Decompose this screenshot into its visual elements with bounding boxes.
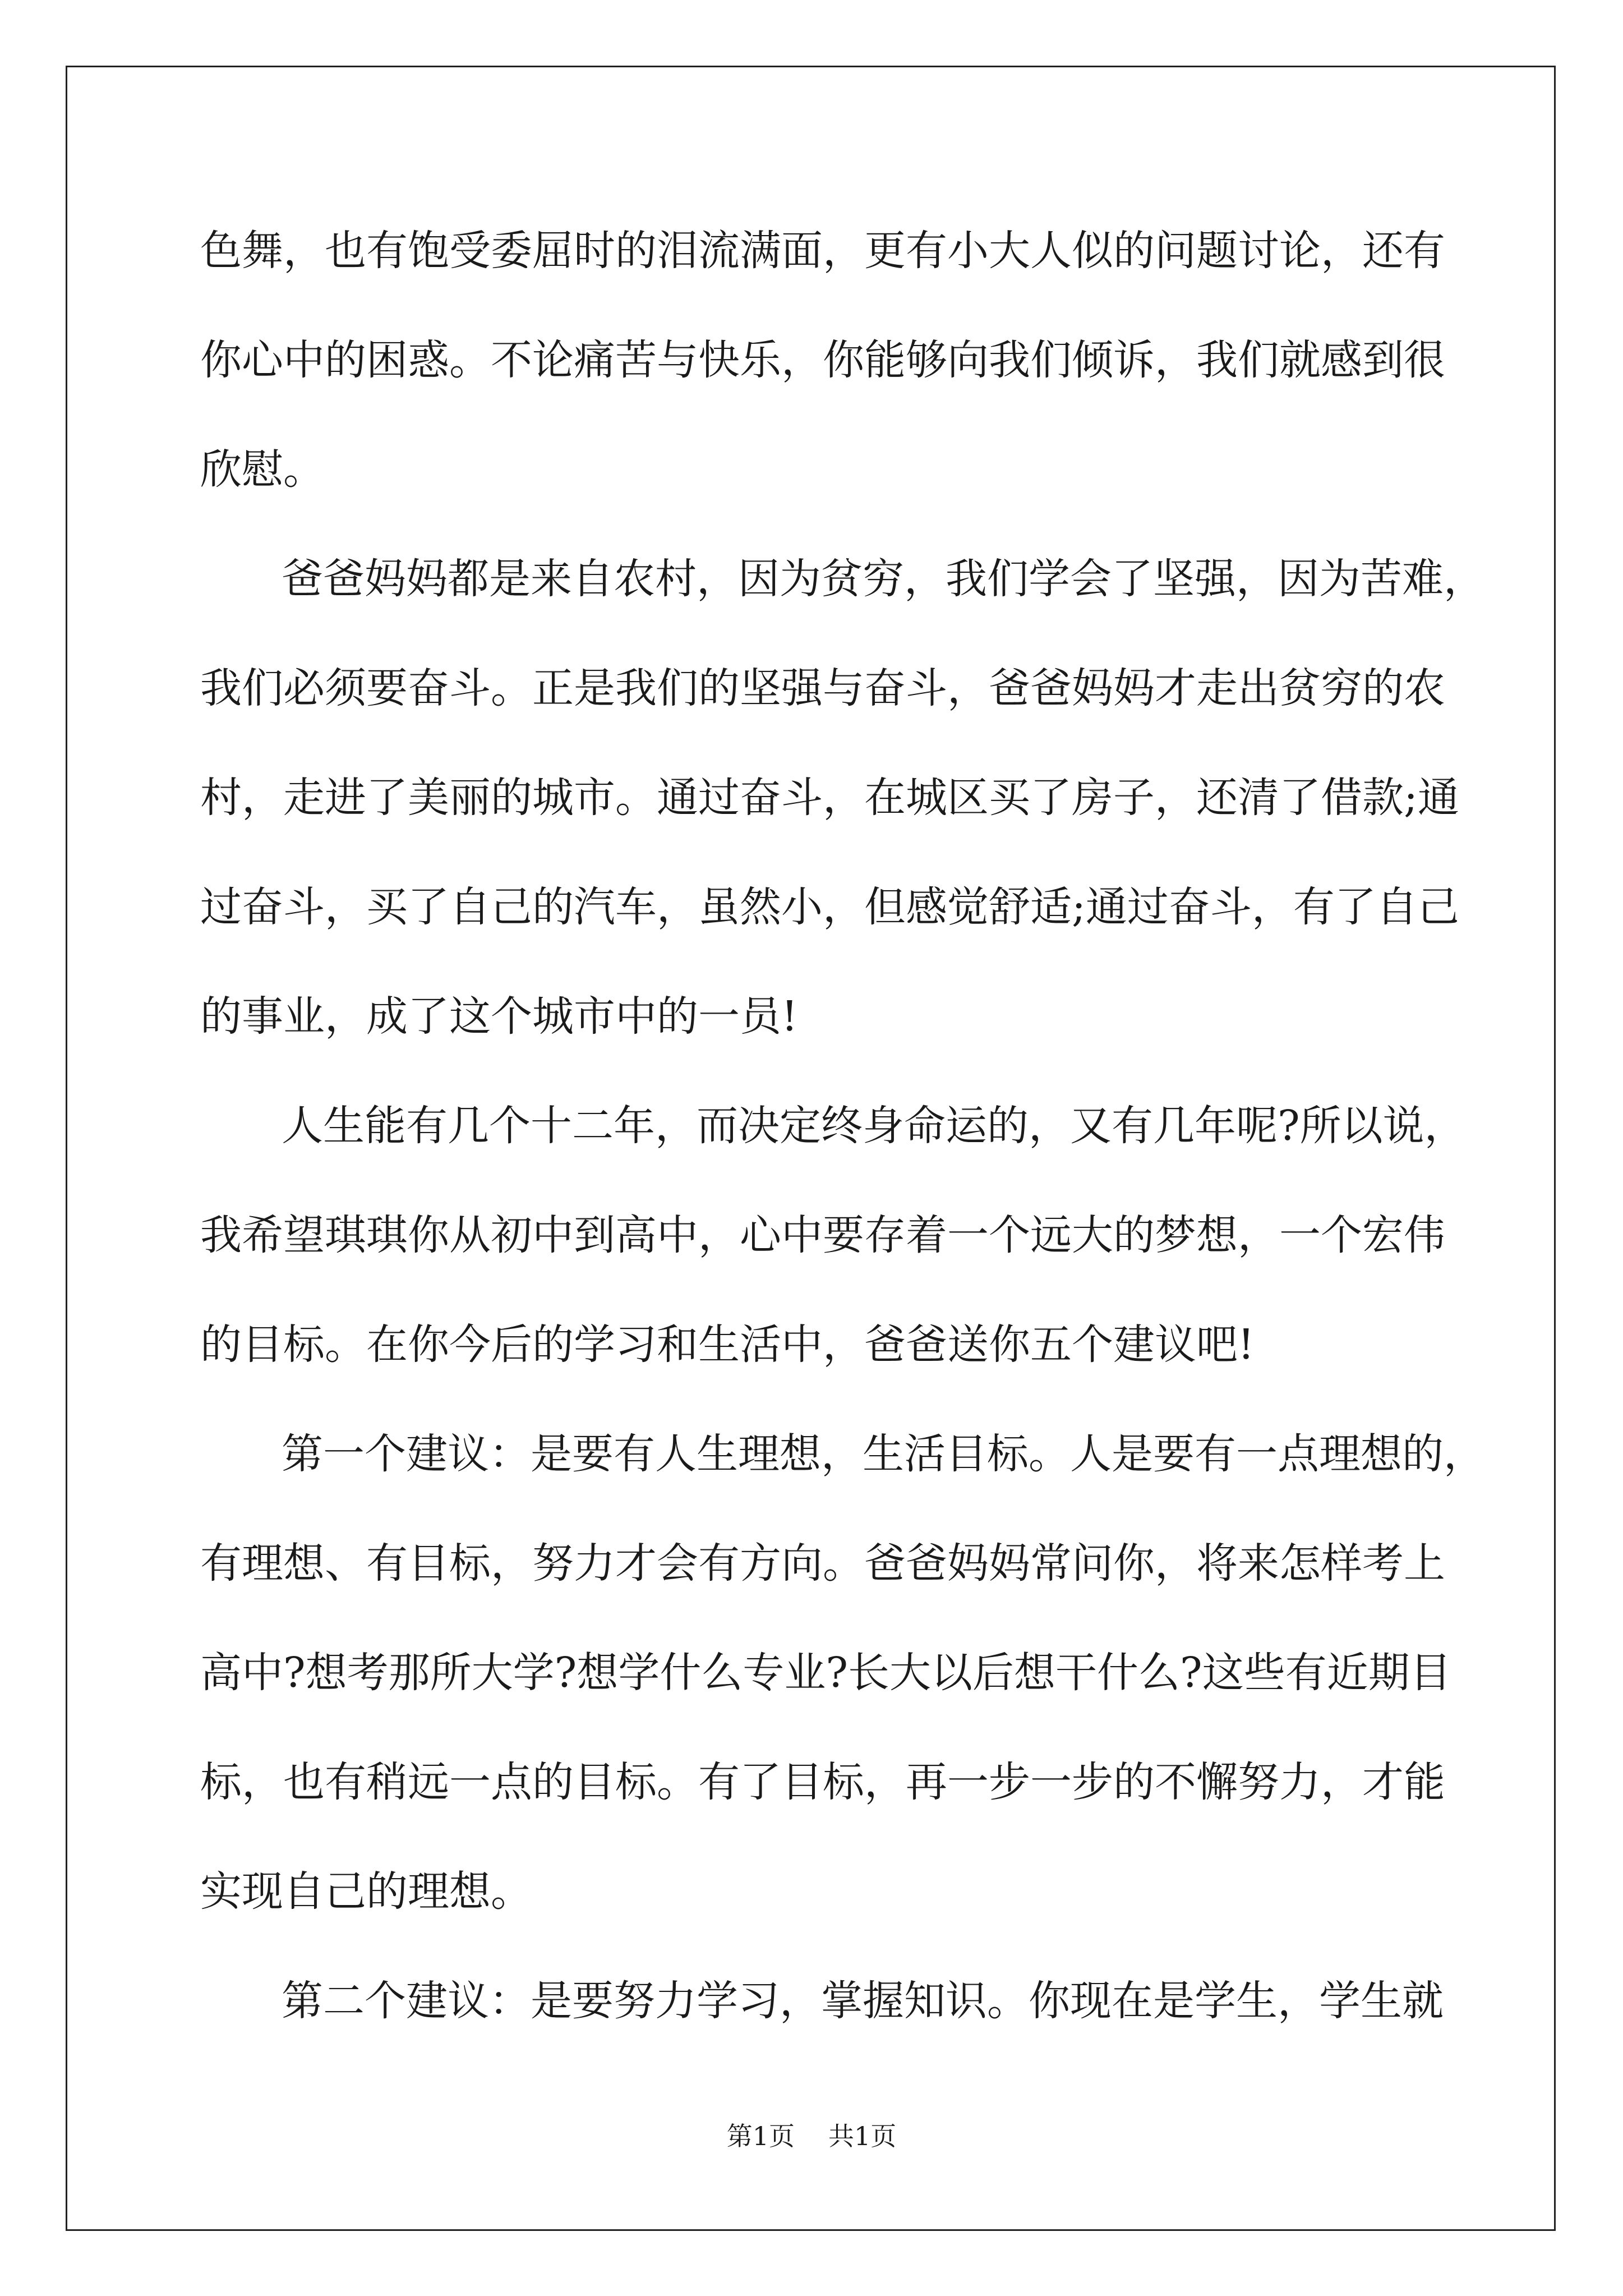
text-line: 欣慰。 bbox=[200, 445, 325, 494]
text-line: 的事业，成了这个城市中的一员! bbox=[200, 992, 798, 1041]
text-line: 有理想、有目标，努力才会有方向。爸爸妈妈常问你，将来怎样考上 bbox=[200, 1539, 1445, 1588]
text-line: 爸爸妈妈都是来自农村，因为贫穷，我们学会了坚强，因为苦难， bbox=[282, 555, 1485, 603]
text-line: 我们必须要奋斗。正是我们的坚强与奋斗，爸爸妈妈才走出贫穷的农 bbox=[200, 664, 1445, 712]
text-line: 第二个建议：是要努力学习，掌握知识。你现在是学生，学生就 bbox=[282, 1977, 1444, 2025]
text-line: 色舞，也有饱受委屈时的泪流满面，更有小大人似的问题讨论，还有 bbox=[200, 227, 1445, 275]
text-line: 村，走进了美丽的城市。通过奋斗，在城区买了房子，还清了借款;通 bbox=[200, 774, 1459, 822]
text-line: 你心中的困惑。不论痛苦与快乐，你能够向我们倾诉，我们就感到很 bbox=[200, 336, 1445, 384]
page-total: 共1页 bbox=[828, 2121, 897, 2151]
page-number: 第1页 bbox=[726, 2121, 795, 2151]
text-line: 第一个建议：是要有人生理想，生活目标。人是要有一点理想的， bbox=[282, 1430, 1485, 1478]
text-line: 人生能有几个十二年，而决定终身命运的，又有几年呢?所以说， bbox=[282, 1102, 1466, 1150]
text-line: 实现自己的理想。 bbox=[200, 1867, 532, 1916]
text-line: 的目标。在你今后的学习和生活中，爸爸送你五个建议吧! bbox=[200, 1320, 1255, 1369]
document-body bbox=[200, 196, 1485, 2056]
text-line: 过奋斗，买了自己的汽车，虽然小，但感觉舒适;通过奋斗，有了自己 bbox=[200, 883, 1459, 931]
text-line: 标，也有稍远一点的目标。有了目标，再一步一步的不懈努力，才能 bbox=[200, 1758, 1445, 1806]
text-line: 我希望琪琪你从初中到高中，心中要存着一个远大的梦想，一个宏伟 bbox=[200, 1211, 1445, 1259]
text-line: 高中?想考那所大学?想学什么专业?长大以后想干什么?这些有近期目 bbox=[200, 1649, 1451, 1697]
page-footer bbox=[0, 2119, 1623, 2153]
